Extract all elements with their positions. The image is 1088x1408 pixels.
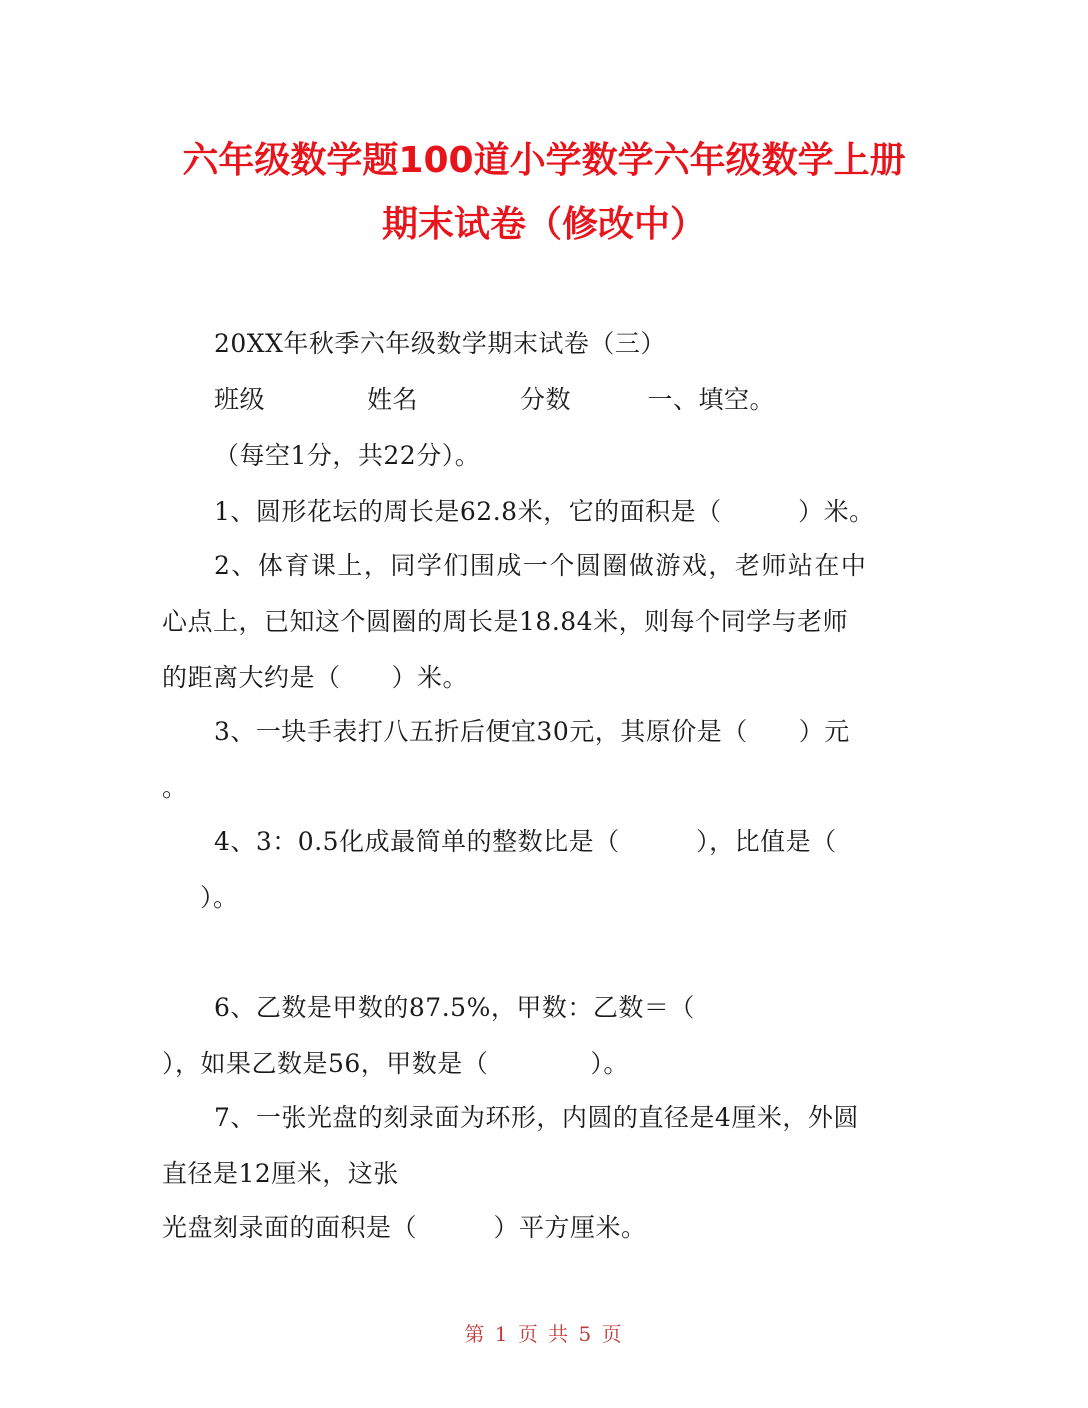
question-7-line-3: 光盘刻录面的面积是（ ）平方厘米。: [162, 1213, 647, 1242]
page-number-footer: 第 1 页 共 5 页: [464, 1322, 624, 1346]
question-7-line-1: 7、一张光盘的刻录面为环形，内圆的直径是4厘米，外圆: [214, 1103, 859, 1132]
exam-title: 20XX年秋季六年级数学期末试卷（三）: [214, 329, 666, 358]
question-4-line-2: ）。: [200, 883, 239, 912]
question-1: 1、圆形花坛的周长是62.8米，它的面积是（ ）米。: [214, 497, 875, 526]
score-note: （每空1分，共22分）。: [214, 441, 481, 470]
header-fields: 班级 姓名 分数 一、填空。: [214, 385, 776, 414]
question-2-line-1: 2、体育课上，同学们围成一个圆圈做游戏，老师站在中: [214, 551, 868, 580]
document-title-line-2: 期末试卷（修改中）: [381, 204, 706, 245]
question-6-line-2: ），如果乙数是56，甲数是（ ）。: [162, 1049, 629, 1078]
question-7-line-2: 直径是12厘米，这张: [162, 1159, 399, 1188]
question-3-line-1: 3、一块手表打八五折后便宜30元，其原价是（ ）元: [214, 717, 850, 746]
document-title-line-1: 六年级数学题100道小学数学六年级数学上册: [182, 140, 906, 181]
question-2-line-3: 的距离大约是（ ）米。: [162, 663, 469, 692]
question-4-line-1: 4、3：0.5化成最简单的整数比是（ ），比值是（: [214, 827, 837, 856]
question-2-line-2: 心点上，已知这个圆圈的周长是18.84米，则每个同学与老师: [162, 607, 849, 636]
question-6-line-1: 6、乙数是甲数的87.5%，甲数：乙数＝（: [214, 993, 695, 1022]
question-3-line-2: 。: [162, 773, 188, 802]
